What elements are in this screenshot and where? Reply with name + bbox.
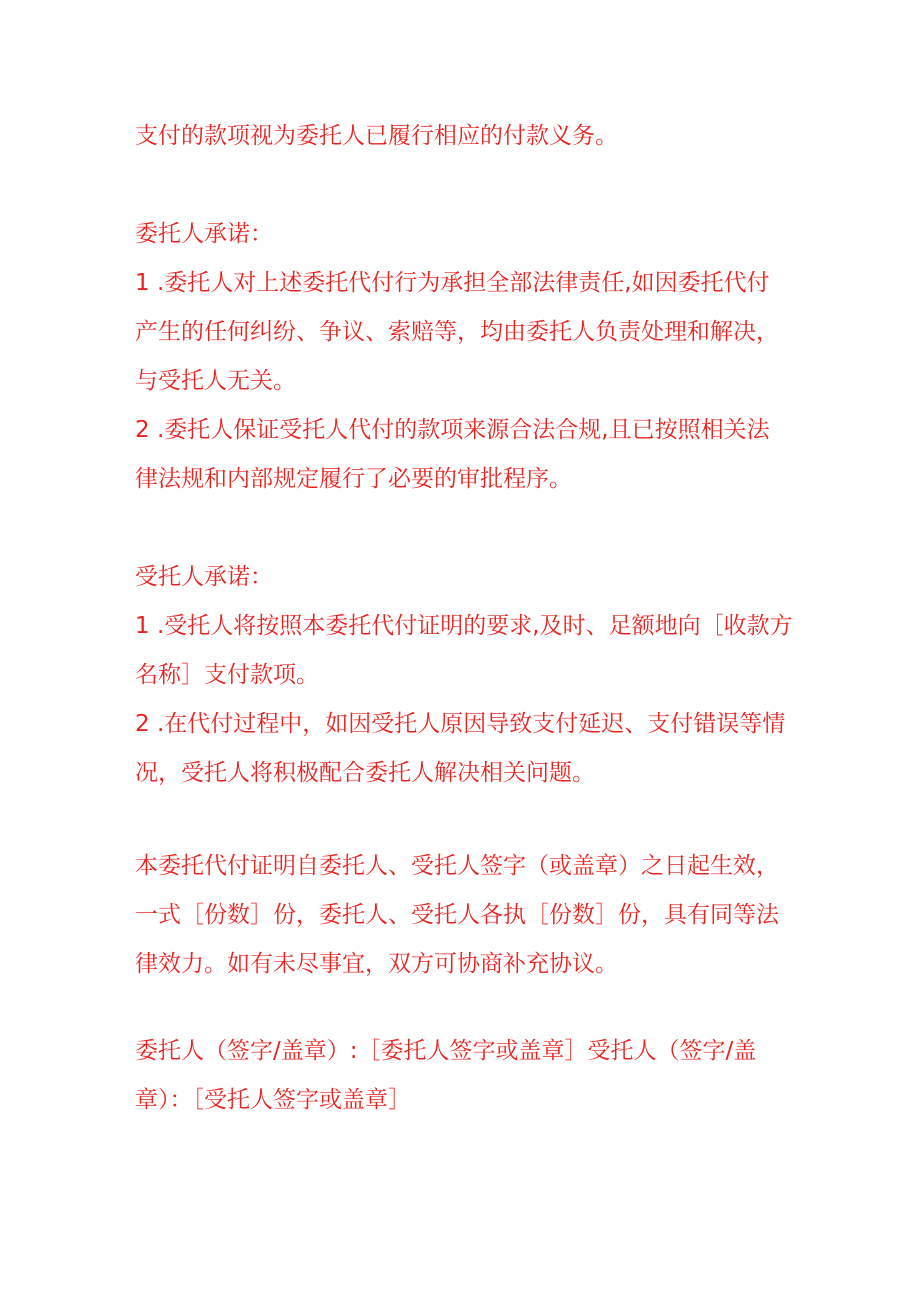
validity-line: 律效力。如有未尽事宜，双方可协商补充协议。: [135, 951, 618, 977]
validity-paragraph: [135, 842, 800, 989]
validity-line: 本委托代付证明自委托人、受托人签字（或盖章）之日起生效，: [135, 853, 779, 879]
agent-commitment-heading: 受托人承诺：: [135, 564, 273, 590]
principal-item-2-line: 律法规和内部规定履行了必要的审批程序。: [135, 466, 572, 492]
principal-commitment-heading: 委托人承诺：: [135, 221, 273, 247]
intro-line: 支付的款项视为委托人已履行相应的付款义务。: [135, 123, 618, 149]
agent-commitment-item-1: [135, 602, 800, 700]
agent-commitment-section: [135, 553, 800, 798]
agent-commitment-item-2: [135, 700, 800, 798]
document-body: [135, 112, 800, 1125]
signature-line: 章）：［受托人签字或盖章］: [135, 1087, 411, 1113]
agent-item-1-line: 名称］支付款项。: [135, 662, 319, 688]
principal-commitment-item-1: [135, 259, 800, 406]
principal-item-1-line: 产生的任何纠纷、争议、索赔等，均由委托人负责处理和解决，: [135, 319, 779, 345]
signature-line: 委托人（签字/盖章）:［委托人签字或盖章］受托人（签字/盖: [135, 1038, 757, 1064]
agent-item-2-line: 2 .在代付过程中，如因受托人原因导致支付延迟、支付错误等情: [135, 711, 786, 737]
principal-item-1-line: 1 .委托人对上述委托代付行为承担全部法律责任,如因委托代付: [135, 270, 770, 296]
signature-block: [135, 1027, 800, 1125]
validity-line: 一式［份数］份，委托人、受托人各执［份数］份，具有同等法: [135, 902, 779, 928]
principal-item-2-line: 2 .委托人保证受托人代付的款项来源合法合规,且已按照相关法: [135, 417, 770, 443]
principal-item-1-line: 与受托人无关。: [135, 368, 296, 394]
intro-paragraph: [135, 112, 800, 161]
agent-item-1-line: 1 .受托人将按照本委托代付证明的要求,及时、足额地向［收款方: [135, 613, 793, 639]
principal-commitment-item-2: [135, 406, 800, 504]
principal-commitment-section: [135, 210, 800, 504]
agent-item-2-line: 况，受托人将积极配合委托人解决相关问题。: [135, 760, 595, 786]
